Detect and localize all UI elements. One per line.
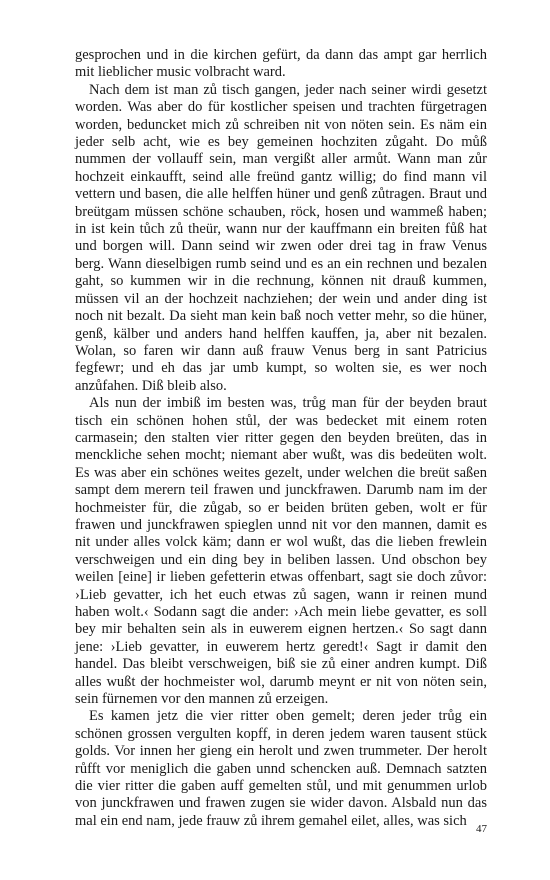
paragraph-continuation: gesprochen und in die kirchen gefürt, da dann das ampt gar herrlich mit lieblicher music volbracht ward.: [75, 47, 487, 81]
paragraph: Als nun der imbiß im besten was, trůg man für der beyden braut tisch ein schönen hohen stůl, der was bedecket mit einem roten carmasein; den stalten vier ritter gegen den beyden breüten, das in menckliche sehen mocht; niemant aber wußt, was dis bedeüten wolt. Es was aber ein schönes weites gezelt, under welchen die breüt saßen sampt dem merern teil frawen und junckfrawen. Darumb nam im der hochmeister für, die zůgab, so er beiden brüten geben, wolt er für frawen und junckfrawen spieglen unnd nit vor den mannen, damit es nit under alles volck käm; dann er wol wußt, das die lieben frewlein verschweigen und ein ding bey in beliben lassen. Und obschon bey weilen [eine] ir lieben gefetterin etwas offenbart, sagt sie doch zůvor: ›Lieb gevatter, ich het euch etwas zů sagen, wann ir reinen mund haben wolt.‹ Sodann sagt die ander: ›Ach mein liebe gevatter, es soll bey mir behalten sein als in euwerem eignen hertzen.‹ So sagt dann jene: ›Lieb gevatter, in euwerem hertz geredt!‹ Sagt ir damit den handel. Das bleibt verschweigen, biß sie zů einer andren kumpt. Diß alles wußt der hochmeister wol, darumb meynt er nit von nöten sein, sein fürnemen vor den mannen zů erzeigen.: [75, 395, 487, 708]
paragraph: Nach dem ist man zů tisch gangen, jeder nach seiner wirdi gesetzt worden. Was aber do für kostlicher speisen und trachten fürgetragen worden, beduncket mich zů schreiben nit von nöten sein. Es näm ein jeder selb acht, wie es bey gemeinen hochziten zůgaht. Do můß nummen der vollauff sein, man vergißt aller armůt. Wann man zůr hochzeit einkaufft, seind alle freünd gantz willig; do find mann vil vettern und basen, die alle helffen hüner und genß zůtragen. Braut und breütgam müssen schöne schauben, röck, hosen und wammeß haben; in ist kein tůch zů theür, wann nur der kauffmann ein breiten fůß hat und borgen will. Dann seind wir zwen oder drei tag in fraw Venus berg. Wann dieselbigen rumb seind und es an ein rechnen und bezalen gaht, so kummen wir in die rechnung, können nit drauß kummen, müssen vil an der hochzeit nachziehen; der wein und ander ding ist noch nit bezalt. Da sieht man kein baß noch vetter mehr, so die hüner, genß, kälber und anders hand helffen kauffen, ja, aber nit bezalen. Wolan, so faren wir dann auß frauw Venus berg in sant Patricius fegfewr; und eh das jar umb kumpt, so wolten sie, es wer noch anzůfahen. Diß bleib also.: [75, 81, 487, 394]
page-number: 47: [476, 823, 487, 835]
paragraph: Es kamen jetz die vier ritter oben gemelt; deren jeder trůg ein schönen grossen vergulten kopff, in deren jedem waren tausent stück golds. Vor innen her gieng ein herolt und zwen trummeter. Der herolt růfft vor meniglich die gaben unnd schencken auß. Demnach satzten die vier ritter die gaben auff gemelten stůl, und mit genummen urlob von junckfrawen und frawen zugen sie wider davon. Alsbald nun das mal ein end nam, jede frauw zů ihrem gemahel eilet, alles, was sich: [75, 708, 487, 829]
body-text: [75, 47, 487, 830]
